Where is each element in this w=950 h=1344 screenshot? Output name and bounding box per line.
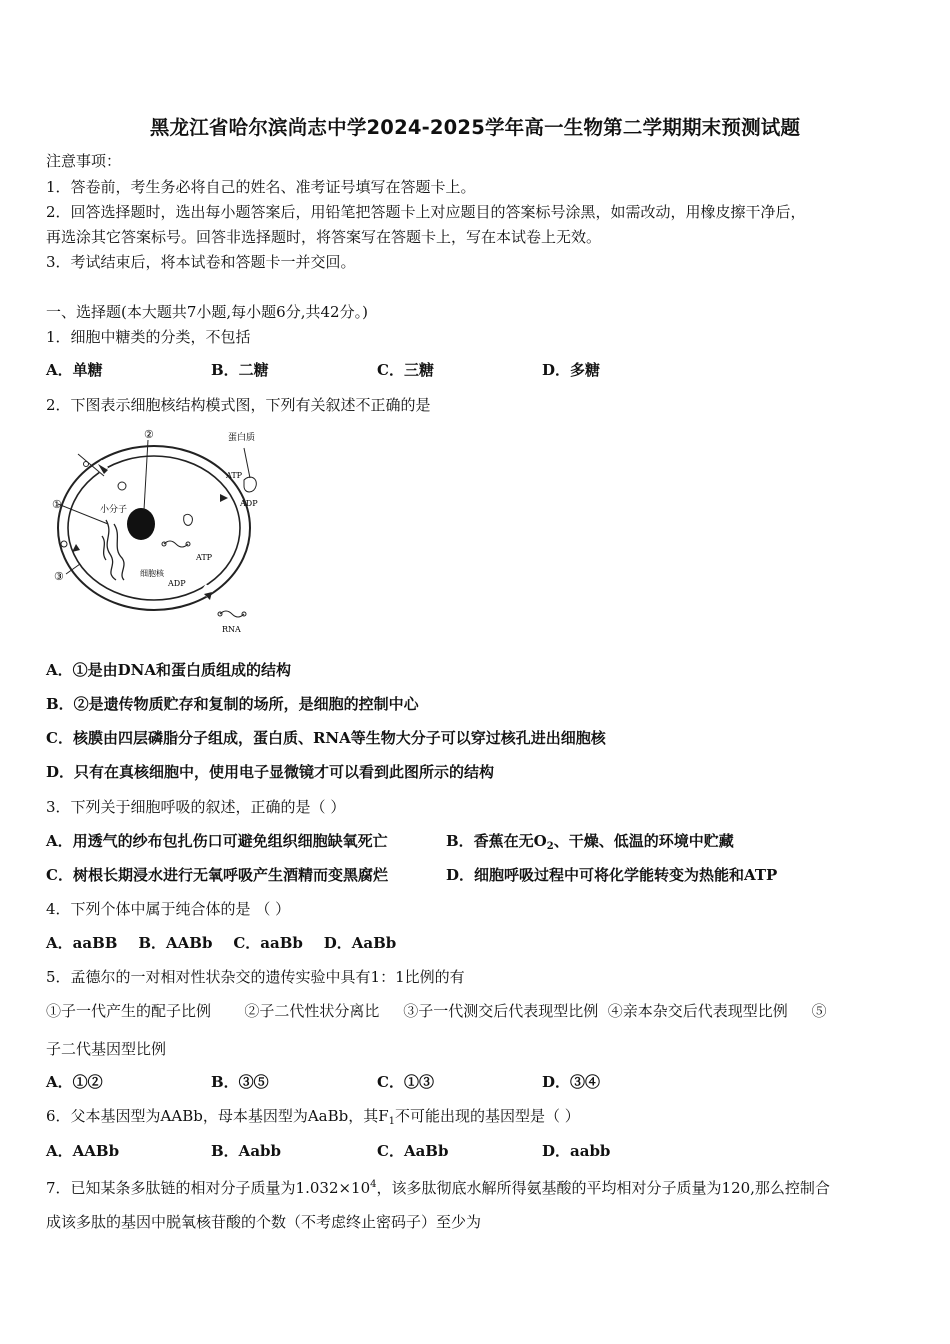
q5-statements-cont: 子二代基因型比例 xyxy=(46,1040,167,1058)
question-6-stem: 6．父本基因型为AABb，母本基因型为AaBb，其$F_1$不可能出现的基因型是（ ） xyxy=(46,1107,580,1127)
diagram-label-adp-top: ADP xyxy=(240,499,258,508)
page-title: 黑龙江省哈尔滨尚志中学2024-2025学年高一生物第二学期期末预测试题 xyxy=(149,116,801,139)
question-4-stem: 4．下列个体中属于纯合体的是 （ ） xyxy=(46,900,291,918)
q6-option-c: C．AaBb xyxy=(377,1142,449,1160)
q6-option-a: A．AABb xyxy=(46,1142,120,1160)
nucleus-structure-diagram xyxy=(44,424,276,638)
q3-option-b: B．香蕉在无$O_2$、干燥、低温的环境中贮藏 xyxy=(446,832,734,852)
q3-option-c: C．树根长期浸水进行无氧呼吸产生酒精而变黑腐烂 xyxy=(46,866,388,884)
q4-options: A．aaBB B．AABb C．aaBb D．AaBb xyxy=(46,934,397,952)
q1-option-a: A．单糖 xyxy=(46,361,103,379)
q2-option-b: B．②是遗传物质贮存和复制的场所，是细胞的控制中心 xyxy=(46,695,419,713)
q5-option-d: D．③④ xyxy=(542,1073,601,1091)
question-5-stem: 5．孟德尔的一对相对性状杂交的遗传实验中具有1：1比例的有 xyxy=(46,968,465,986)
q1-option-c: C．三糖 xyxy=(377,361,434,379)
question-7-stem: 7．已知某条多肽链的相对分子质量为$1.032\times 10^4$，该多肽彻底水解所得氨基酸的平均相对分子质量为120,那么控制合 xyxy=(46,1179,830,1197)
diagram-label-adp-bottom: ADP xyxy=(168,579,186,588)
section-heading: 一、选择题(本大题共7小题,每小题6分,共42分。) xyxy=(46,303,368,321)
q2-option-d: D．只有在真核细胞中，使用电子显微镜才可以看到此图所示的结构 xyxy=(46,763,495,781)
chromatin-shape xyxy=(102,520,124,580)
diagram-label-3: ③ xyxy=(54,570,64,583)
notice-heading: 注意事项： xyxy=(46,152,122,170)
q1-option-b: B．二糖 xyxy=(211,361,269,379)
q5-option-b: B．③⑤ xyxy=(211,1073,269,1091)
diagram-label-atp-bottom: ATP xyxy=(196,553,213,562)
q2-option-a: A．①是由DNA和蛋白质组成的结构 xyxy=(46,661,291,679)
diagram-label-small-molecule: 小分子 xyxy=(100,505,128,515)
question-2-stem: 2．下图表示细胞核结构模式图，下列有关叙述不正确的是 xyxy=(46,396,431,414)
diagram-label-atp-top: ATP xyxy=(226,471,243,480)
diagram-label-2: ② xyxy=(144,428,154,441)
nucleolus-shape xyxy=(127,508,155,540)
question-1-stem: 1．细胞中糖类的分类，不包括 xyxy=(46,328,251,346)
diagram-label-rna: RNA xyxy=(222,625,241,634)
q1-option-d: D．多糖 xyxy=(542,361,601,379)
q3-option-d: D．细胞呼吸过程中可将化学能转变为热能和ATP xyxy=(446,866,778,884)
notice-item-3: 3．考试结束后，将本试卷和答题卡一并交回。 xyxy=(46,253,356,271)
diagram-label-nucleus: 细胞核 xyxy=(140,569,164,578)
q5-option-c: C．①③ xyxy=(377,1073,434,1091)
question-7-stem-cont: 成该多肽的基因中脱氧核苷酸的个数（不考虑终止密码子）至少为 xyxy=(46,1213,482,1231)
q6-option-d: D．aabb xyxy=(542,1142,611,1160)
q2-option-c: C．核膜由四层磷脂分子组成，蛋白质、RNA等生物大分子可以穿过核孔进出细胞核 xyxy=(46,729,606,747)
notice-item-2-cont: 再选涂其它答案标号。回答非选择题时，将答案写在答题卡上，写在本试卷上无效。 xyxy=(46,228,602,246)
diagram-label-protein: 蛋白质 xyxy=(228,433,256,443)
diagram-label-1: ① xyxy=(52,498,62,511)
q5-statements: ①子一代产生的配子比例 ②子二代性状分离比 ③子一代测交后代表现型比例 ④亲本杂交后代表现型比例 ⑤ xyxy=(46,1002,827,1020)
q3-option-a: A．用透气的纱布包扎伤口可避免组织细胞缺氧死亡 xyxy=(46,832,388,850)
notice-item-2: 2．回答选择题时，选出每小题答案后，用铅笔把答题卡上对应题目的答案标号涂黑，如需改动，用橡皮擦干净后， xyxy=(46,203,806,221)
q5-option-a: A．①② xyxy=(46,1073,103,1091)
notice-item-1: 1．答卷前，考生务必将自己的姓名、准考证号填写在答题卡上。 xyxy=(46,178,476,196)
question-3-stem: 3．下列关于细胞呼吸的叙述，正确的是（ ） xyxy=(46,798,346,816)
q6-option-b: B．Aabb xyxy=(211,1142,282,1160)
